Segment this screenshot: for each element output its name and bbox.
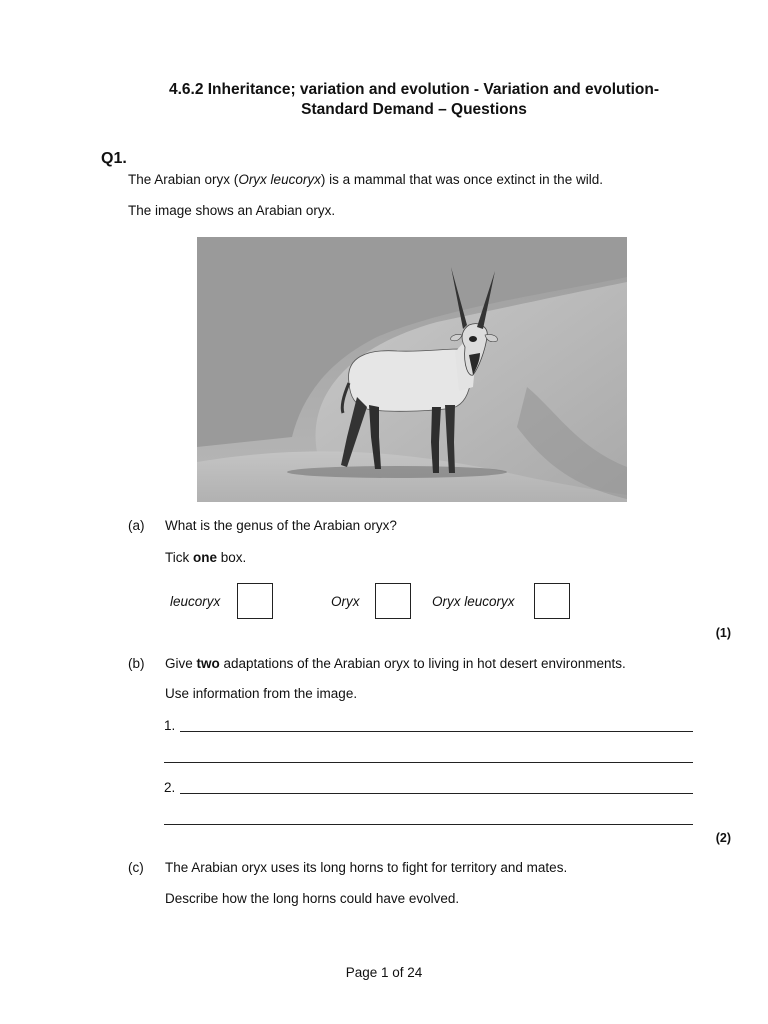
option-label-leucoryx: leucoryx	[170, 594, 221, 609]
tick-box-options	[165, 583, 585, 621]
answer-line-2a[interactable]	[180, 793, 693, 794]
arabian-oryx-photo	[197, 237, 627, 502]
title-line-2: Standard Demand – Questions	[301, 101, 527, 118]
part-b-label: (b)	[128, 656, 145, 671]
answer-line-2b[interactable]	[164, 824, 693, 825]
part-c-label: (c)	[128, 860, 144, 875]
option-label-oryx: Oryx	[331, 594, 360, 609]
part-a-marks: (1)	[715, 626, 731, 640]
option-label-oryx-leucoryx: Oryx leucoryx	[432, 594, 515, 609]
page-title	[100, 80, 728, 120]
question-number: Q1.	[101, 150, 127, 167]
question-intro-1: The Arabian oryx (Oryx leucoryx) is a mammal that was once extinct in the wild.	[128, 172, 603, 187]
part-b-marks: (2)	[715, 831, 731, 845]
answer-line-1a[interactable]	[180, 731, 693, 732]
answer-line-1b[interactable]	[164, 762, 693, 763]
answer-line-number-1: 1.	[164, 718, 176, 733]
part-a-instruction: Tick one box.	[165, 550, 247, 565]
part-c-statement: The Arabian oryx uses its long horns to fight for territory and mates.	[165, 860, 568, 875]
part-a-question: What is the genus of the Arabian oryx?	[165, 518, 397, 533]
answer-line-number-2: 2.	[164, 780, 176, 795]
tick-box-oryx-leucoryx[interactable]	[534, 583, 570, 619]
part-a-label: (a)	[128, 518, 145, 533]
tick-box-leucoryx[interactable]	[237, 583, 273, 619]
part-c-question: Describe how the long horns could have evolved.	[165, 891, 460, 906]
part-b-instruction: Use information from the image.	[165, 686, 358, 701]
page-number: Page 1 of 24	[345, 965, 423, 980]
title-line-1: 4.6.2 Inheritance; variation and evolution - Variation and evolution-	[168, 81, 660, 98]
tick-box-oryx[interactable]	[375, 583, 411, 619]
part-b-question: Give two adaptations of the Arabian oryx to living in hot desert environments.	[165, 656, 626, 671]
question-intro-2: The image shows an Arabian oryx.	[128, 203, 336, 218]
